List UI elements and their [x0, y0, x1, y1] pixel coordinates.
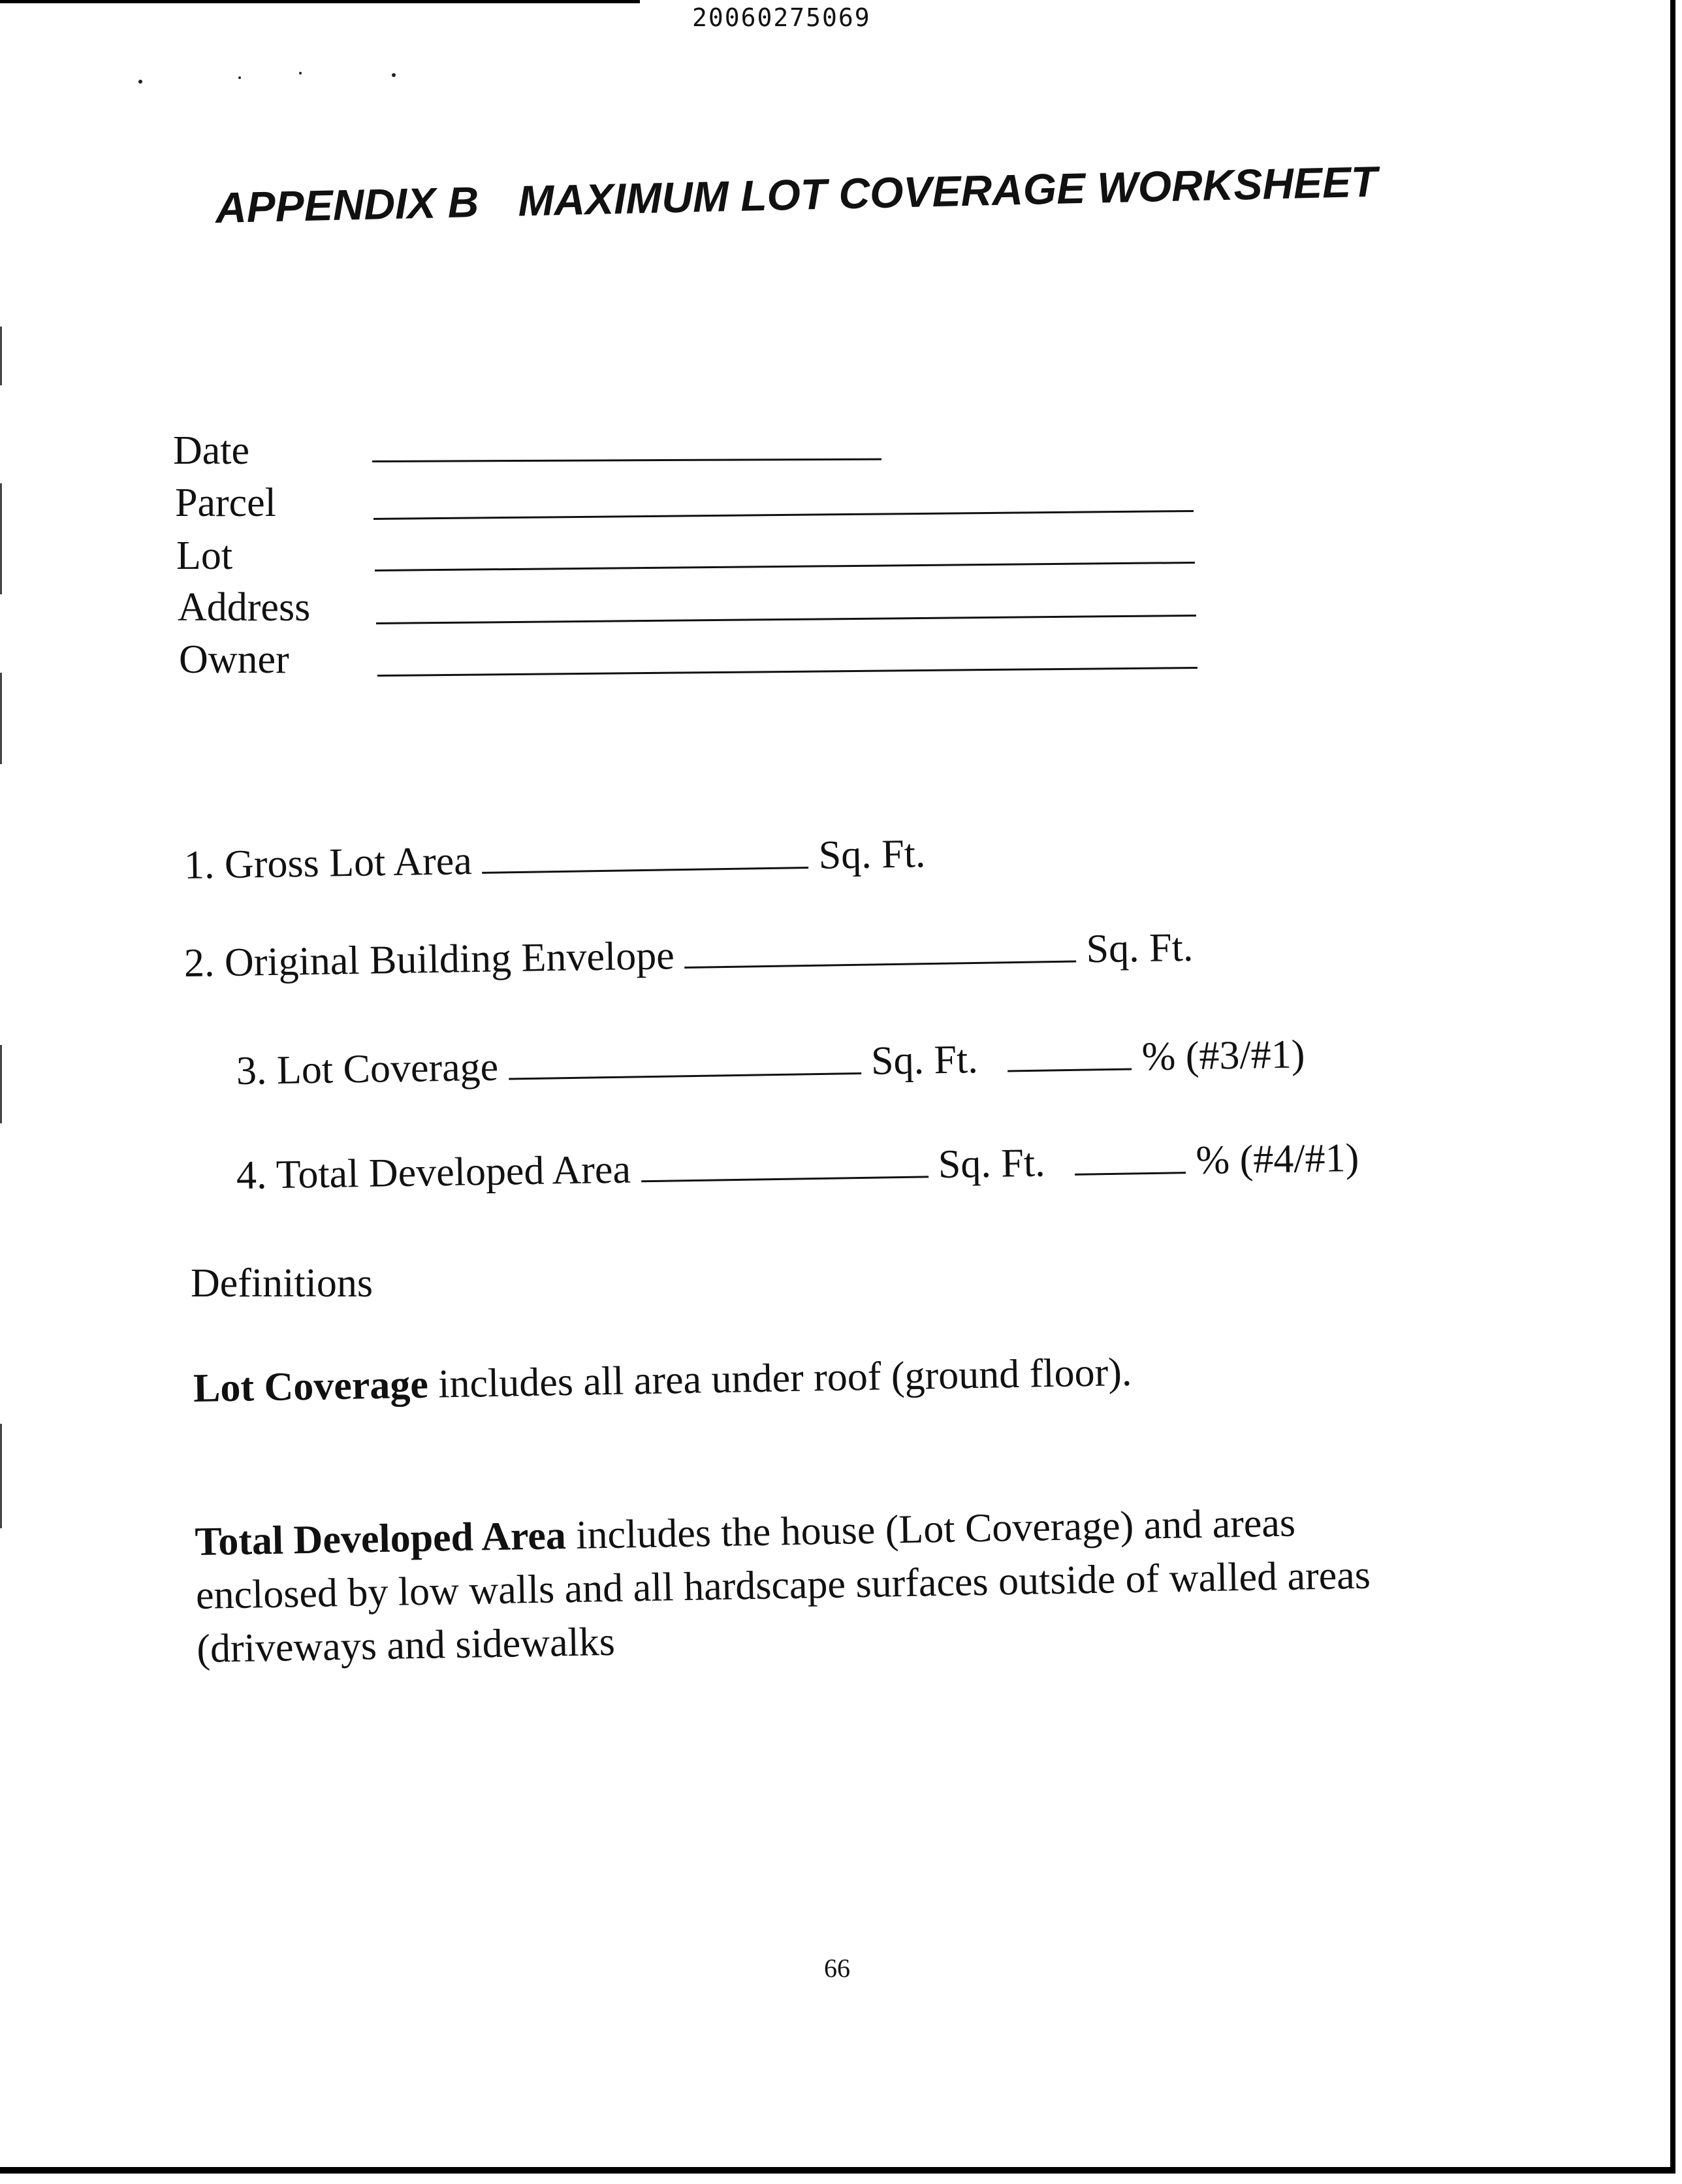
worksheet-title: MAXIMUM LOT COVERAGE WORKSHEET [517, 157, 1378, 225]
gross-lot-area-field[interactable] [482, 860, 808, 874]
definition-total-developed-area [195, 1495, 1372, 1676]
definition-text: includes the house (Lot Coverage) and areas [565, 1500, 1296, 1558]
item-gross-lot-area [183, 831, 925, 889]
definition-line: enclosed by low walls and all hardscape surfaces outside of walled areas [195, 1552, 1371, 1618]
parcel-field[interactable] [373, 510, 1194, 520]
original-building-envelope-field[interactable] [684, 954, 1076, 969]
definition-line: (driveways and sidewalks [196, 1619, 616, 1671]
item-lot-coverage [236, 1031, 1305, 1095]
lot-coverage-percent-field[interactable] [1008, 1061, 1132, 1072]
total-developed-area-percent-field[interactable] [1075, 1165, 1186, 1176]
owner-field[interactable] [377, 667, 1198, 677]
address-label: Address [178, 585, 311, 630]
document-number: 20060275069 [692, 3, 871, 32]
item-unit: Sq. Ft. [818, 831, 926, 878]
scan-left-mark [0, 483, 2, 594]
item-label: 1. Gross Lot Area [183, 839, 473, 888]
item-label: 3. Lot Coverage [236, 1044, 499, 1093]
scan-speck [138, 80, 142, 84]
scan-left-mark [0, 1424, 2, 1528]
address-field[interactable] [376, 615, 1196, 624]
date-field[interactable] [372, 458, 881, 462]
scan-speck [299, 72, 302, 74]
page-title [215, 157, 1378, 233]
lot-label: Lot [176, 534, 233, 578]
scan-bottom-border [0, 2167, 1675, 2174]
lot-coverage-field[interactable] [509, 1066, 861, 1080]
scan-left-mark [0, 1045, 2, 1123]
item-label: 4. Total Developed Area [236, 1147, 631, 1198]
definition-term: Total Developed Area [194, 1513, 567, 1565]
item-percent-label: % (#3/#1) [1141, 1032, 1305, 1080]
scan-right-border [1670, 0, 1675, 2174]
definition-text: includes all area under roof (ground floor). [428, 1349, 1132, 1407]
date-label: Date [173, 428, 250, 473]
item-percent-label: % (#4/#1) [1195, 1135, 1359, 1183]
scan-top-edge [0, 0, 640, 3]
scan-speck [392, 73, 396, 77]
item-unit: Sq. Ft. [938, 1140, 1046, 1187]
item-unit: Sq. Ft. [870, 1037, 979, 1084]
item-total-developed-area [236, 1135, 1359, 1199]
item-label: 2. Original Building Envelope [183, 933, 675, 986]
lot-field[interactable] [375, 562, 1195, 571]
item-original-building-envelope [183, 925, 1193, 987]
definition-term: Lot Coverage [193, 1362, 429, 1411]
scan-left-mark [0, 327, 2, 385]
appendix-label: APPENDIX B [215, 177, 480, 232]
definition-lot-coverage [193, 1345, 1132, 1415]
owner-label: Owner [179, 637, 289, 682]
item-unit: Sq. Ft. [1086, 925, 1194, 972]
page-number: 66 [824, 1953, 850, 1983]
definitions-heading: Definitions [191, 1261, 373, 1306]
parcel-label: Parcel [175, 481, 276, 525]
scan-speck [238, 76, 241, 79]
total-developed-area-field[interactable] [641, 1169, 928, 1182]
scan-left-mark [0, 673, 2, 764]
